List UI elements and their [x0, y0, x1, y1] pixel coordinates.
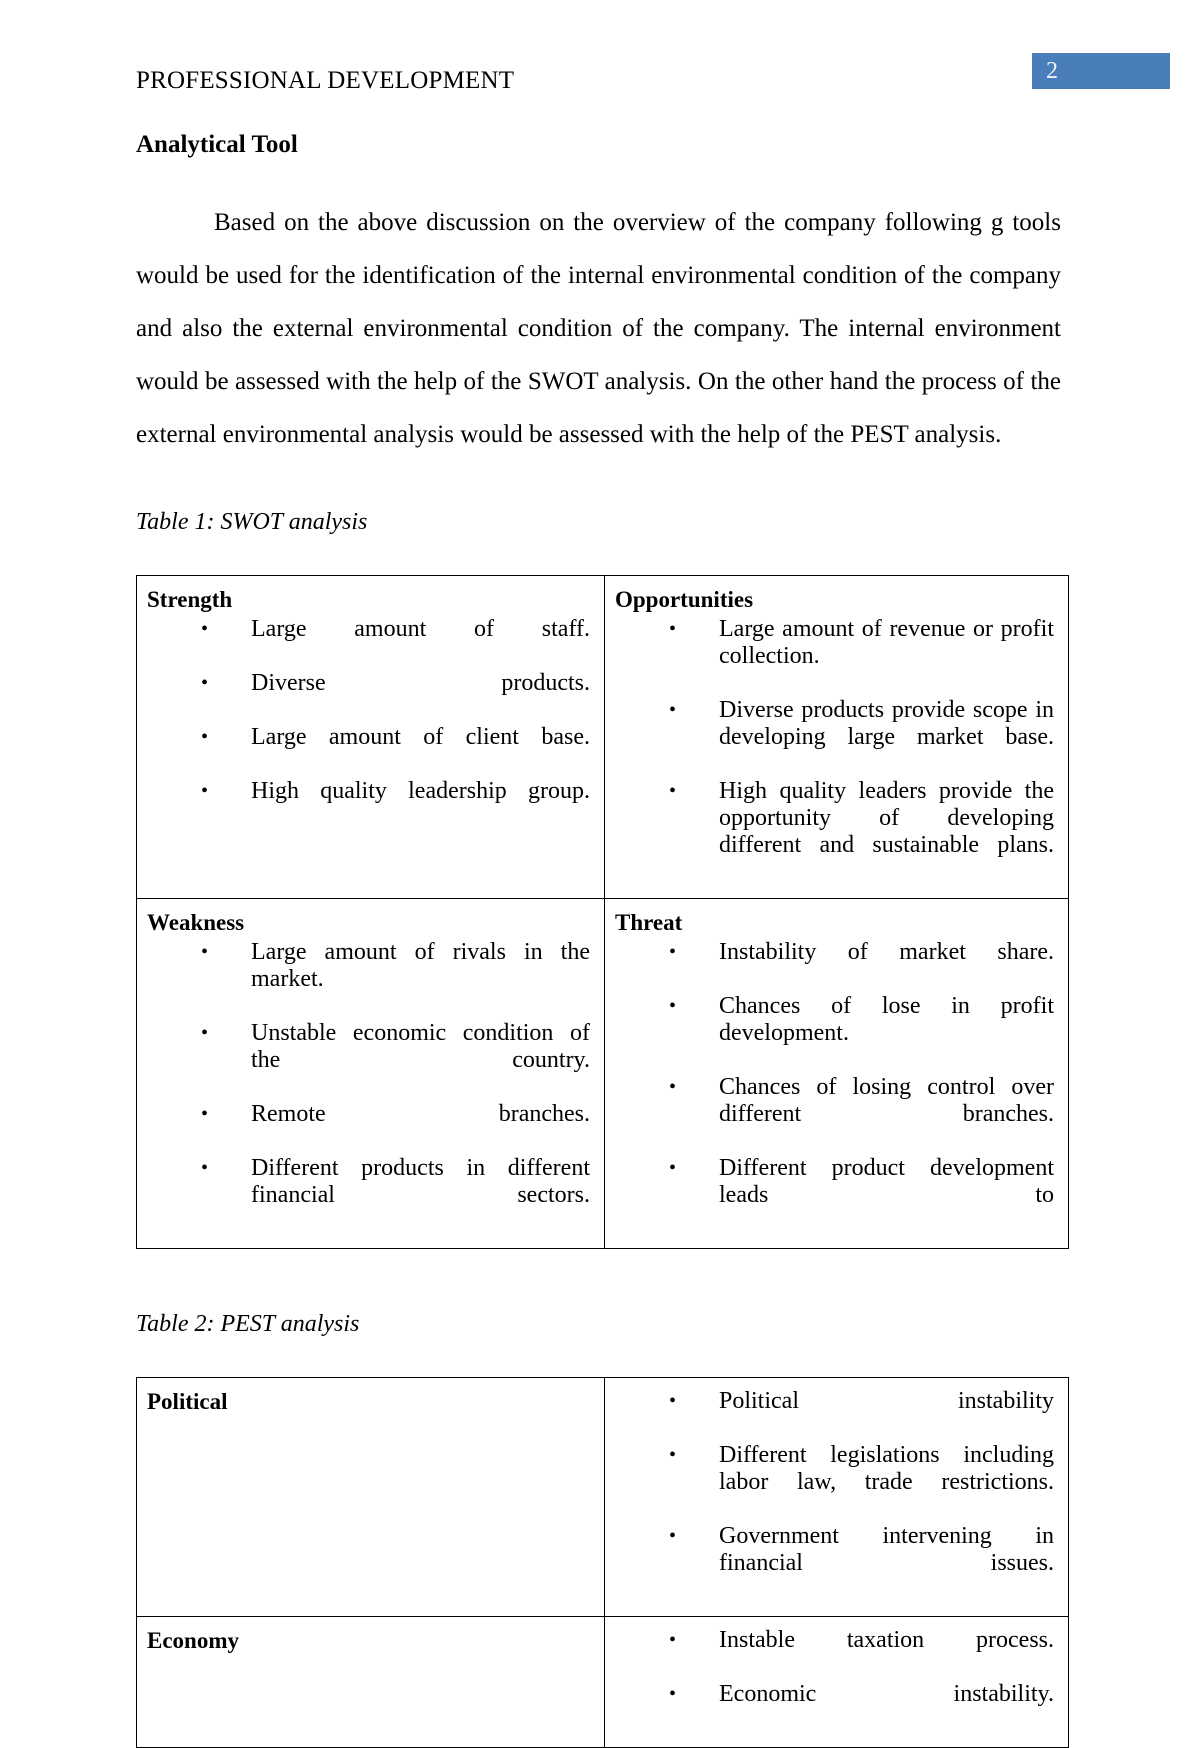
page-title: Analytical Tool: [136, 131, 298, 158]
list-item: [669, 1155, 1054, 1236]
bullet-icon: •: [201, 1157, 209, 1179]
table-row: [137, 576, 1069, 899]
list-item-label: Large amount of staff.: [251, 616, 590, 642]
cell-title: Threat: [615, 910, 683, 935]
bullet-list: [615, 939, 1058, 1236]
list-item-label: Diverse products provide scope in developing large market base.: [719, 697, 1054, 750]
pest-table-body: [137, 1378, 1069, 1748]
list-item: [669, 1523, 1054, 1604]
bullet-icon: •: [201, 941, 209, 963]
list-item: [669, 1627, 1054, 1681]
bullet-icon: •: [669, 1525, 677, 1547]
list-item-label: Large amount of client base.: [251, 724, 590, 750]
swot-cell-opportunities: [605, 576, 1069, 899]
list-item: [669, 1074, 1054, 1155]
bullet-icon: •: [669, 1157, 677, 1179]
document-body: [136, 130, 1061, 1748]
bullet-list: [615, 616, 1058, 886]
list-item-label: Government intervening in financial issues.: [719, 1523, 1054, 1576]
cell-title: Economy: [147, 1628, 239, 1653]
cell-title: Opportunities: [615, 587, 754, 612]
bullet-icon: •: [201, 618, 209, 640]
intro-paragraph: Based on the above discussion on the overview of the company following g tools would be used for the identification of the internal environmental condition of the company and also the external environmental condition of the company. The internal environment would be assessed with the help of the SWOT analysis. On the other hand the process of the external environmental analysis would be assessed with the help of the PEST analysis.: [136, 209, 1061, 448]
bullet-icon: •: [201, 1022, 209, 1044]
list-item-label: Large amount of revenue or profit collection.: [719, 616, 1054, 669]
list-item: [201, 1101, 590, 1155]
list-item-label: High quality leaders provide the opportunity of developing different and sustainable plans.: [719, 778, 1054, 858]
list-item-label: Large amount of rivals in the market.: [251, 939, 590, 992]
list-item-label: Different legislations including labor law, trade restrictions.: [719, 1442, 1054, 1495]
swot-cell-strength: [137, 576, 605, 899]
bullet-icon: •: [201, 780, 209, 802]
bullet-icon: •: [669, 1683, 677, 1705]
page-number-box: [1032, 53, 1170, 89]
list-item: [669, 697, 1054, 778]
list-item: [669, 1388, 1054, 1442]
pest-cell-economy-items: [605, 1617, 1069, 1748]
list-item-label: High quality leadership group.: [251, 778, 590, 804]
list-item: [201, 1020, 590, 1101]
spacer: [136, 485, 1061, 507]
table-row: [137, 899, 1069, 1249]
list-item-label: Instable taxation process.: [719, 1627, 1054, 1653]
bullet-icon: •: [669, 618, 677, 640]
list-item: [669, 939, 1054, 993]
swot-cell-weakness: [137, 899, 605, 1249]
bullet-icon: •: [201, 672, 209, 694]
bullet-list: [615, 1388, 1058, 1604]
list-item-label: Different products in different financial sectors.: [251, 1155, 590, 1208]
list-item-label: Economic instability.: [719, 1681, 1054, 1707]
list-item: [201, 724, 590, 778]
spacer: [136, 1249, 1061, 1309]
list-item-label: Chances of lose in profit development.: [719, 993, 1054, 1046]
list-item: [201, 670, 590, 724]
list-item-label: Diverse products.: [251, 670, 590, 696]
list-item-label: Remote branches.: [251, 1101, 590, 1127]
bullet-icon: •: [669, 941, 677, 963]
cell-title: Political: [147, 1389, 228, 1414]
bullet-icon: •: [201, 1103, 209, 1125]
list-item: [201, 1155, 590, 1236]
bullet-icon: •: [669, 1629, 677, 1651]
list-item: [201, 939, 590, 1020]
list-item-label: Instability of market share.: [719, 939, 1054, 965]
bullet-icon: •: [201, 726, 209, 748]
bullet-icon: •: [669, 995, 677, 1017]
spacer: [136, 537, 1061, 575]
cell-title: Strength: [147, 587, 233, 612]
list-item-label: Chances of losing control over different branches.: [719, 1074, 1054, 1127]
bullet-list: [147, 939, 594, 1236]
pest-analysis-table: [136, 1377, 1069, 1748]
pest-cell-political-items: [605, 1378, 1069, 1617]
bullet-icon: •: [669, 1076, 677, 1098]
list-item: [669, 1442, 1054, 1523]
list-item-label: Political instability: [719, 1388, 1054, 1414]
bullet-icon: •: [669, 1444, 677, 1466]
table-caption-pest: Table 2: PEST analysis: [136, 1311, 360, 1337]
pest-cell-economy-label: [137, 1617, 605, 1748]
list-item: [669, 993, 1054, 1074]
swot-analysis-table: [136, 575, 1069, 1249]
list-item: [201, 778, 590, 832]
bullet-list: [147, 616, 594, 832]
table-row: [137, 1378, 1069, 1617]
list-item: [201, 616, 590, 670]
table-caption-swot: Table 1: SWOT analysis: [136, 509, 368, 535]
table-row: [137, 1617, 1069, 1748]
spacer: [136, 1339, 1061, 1377]
pest-cell-political-label: [137, 1378, 605, 1617]
running-head: PROFESSIONAL DEVELOPMENT: [136, 67, 515, 94]
page-number: 2: [1046, 58, 1058, 84]
list-item: [669, 1681, 1054, 1735]
bullet-icon: •: [669, 699, 677, 721]
swot-cell-threat: [605, 899, 1069, 1249]
swot-table-body: [137, 576, 1069, 1249]
bullet-icon: •: [669, 780, 677, 802]
list-item: [669, 778, 1054, 886]
bullet-list: [615, 1627, 1058, 1735]
list-item: [669, 616, 1054, 697]
cell-title: Weakness: [147, 910, 245, 935]
bullet-icon: •: [669, 1390, 677, 1412]
list-item-label: Different product development leads to: [719, 1155, 1054, 1208]
list-item-label: Unstable economic condition of the country.: [251, 1020, 590, 1073]
